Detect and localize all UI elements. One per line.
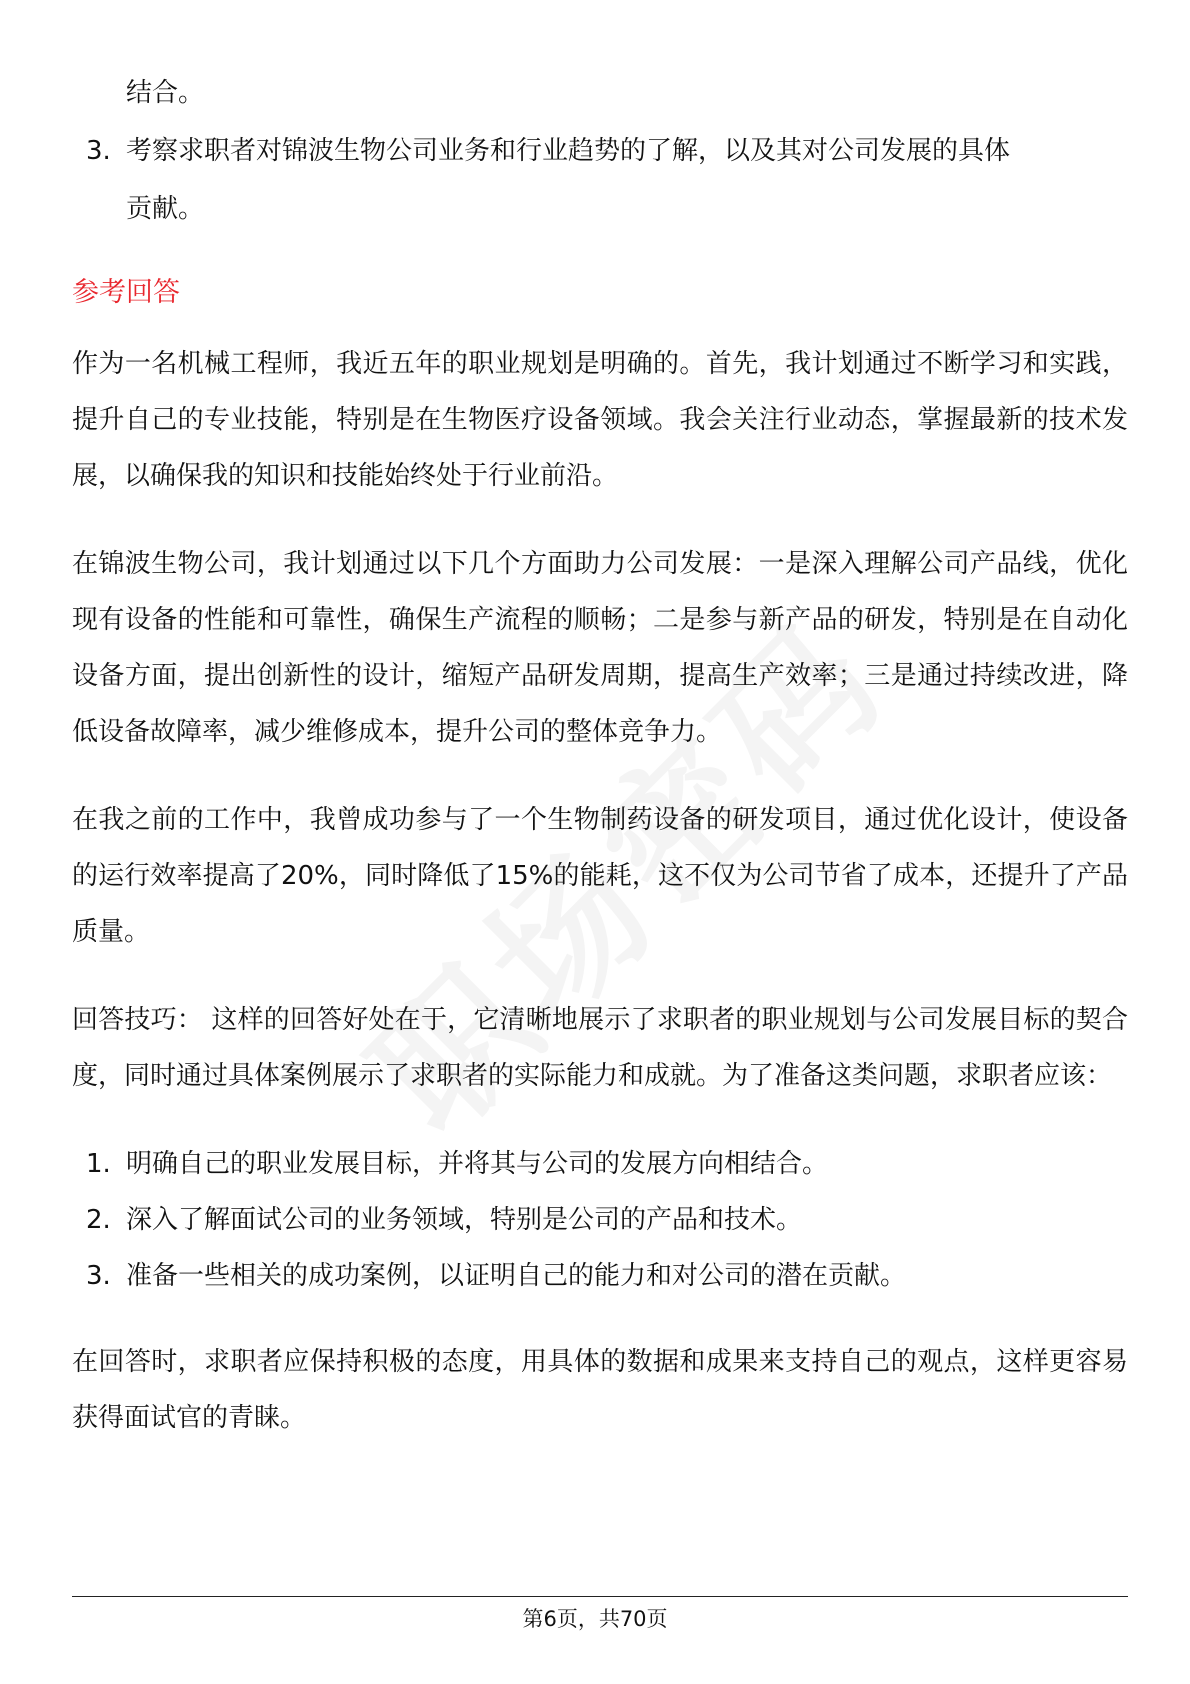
list-item-text: 准备一些相关的成功案例，以证明自己的能力和对公司的潜在贡献。 <box>126 1261 907 1291</box>
tips-list <box>72 1136 1128 1304</box>
closing-paragraph: 在回答时，求职者应保持积极的态度，用具体的数据和成果来支持自己的观点，这样更容易获得面试官的青睐。 <box>72 1347 1128 1433</box>
page-content <box>72 64 1128 1478</box>
list-number: 1. <box>86 1149 111 1179</box>
list-item <box>72 1136 1128 1192</box>
list-item-text: 深入了解面试公司的业务领域，特别是公司的产品和技术。 <box>126 1205 803 1235</box>
page-number: 第6页，共70页 <box>522 1607 668 1631</box>
section-title: 参考回答 <box>72 277 180 308</box>
list-number: 2. <box>86 1205 111 1235</box>
paragraph: 在我之前的工作中，我曾成功参与了一个生物制药设备的研发项目，通过优化设计，使设备的运行效率提高了20%，同时降低了15%的能耗，这不仅为公司节省了成本，还提升了产品质量。 <box>72 805 1128 947</box>
paragraph: 回答技巧： 这样的回答好处在于，它清晰地展示了求职者的职业规划与公司发展目标的契合度，同时通过具体案例展示了求职者的实际能力和成就。为了准备这类问题，求职者应该： <box>72 1005 1128 1091</box>
list-item <box>72 1248 1128 1304</box>
list-item-continuation: 结合。 <box>126 78 205 108</box>
list-item <box>72 122 1128 180</box>
list-number: 3. <box>86 136 111 166</box>
footer-divider <box>72 1596 1128 1597</box>
list-item-continuation: 贡献。 <box>126 194 205 224</box>
list-number: 3. <box>86 1261 111 1291</box>
objective-list <box>72 122 1128 180</box>
list-item <box>72 1192 1128 1248</box>
list-item-text: 考察求职者对锦波生物公司业务和行业趋势的了解，以及其对公司发展的具体 <box>126 136 1011 166</box>
paragraph: 在锦波生物公司，我计划通过以下几个方面助力公司发展：一是深入理解公司产品线，优化现有设备的性能和可靠性，确保生产流程的顺畅；二是参与新产品的研发，特别是在自动化设备方面，提出创新性的设计，缩短产品研发周期，提高生产效率；三是通过持续改进，降低设备故障率，减少维修成本，提升公司的整体竞争力。 <box>72 549 1128 747</box>
list-item-text: 明确自己的职业发展目标，并将其与公司的发展方向相结合。 <box>126 1149 829 1179</box>
paragraph: 作为一名机械工程师，我近五年的职业规划是明确的。首先，我计划通过不断学习和实践，提升自己的专业技能，特别是在生物医疗设备领域。我会关注行业动态，掌握最新的技术发展，以确保我的知识和技能始终处于行业前沿。 <box>72 349 1128 491</box>
